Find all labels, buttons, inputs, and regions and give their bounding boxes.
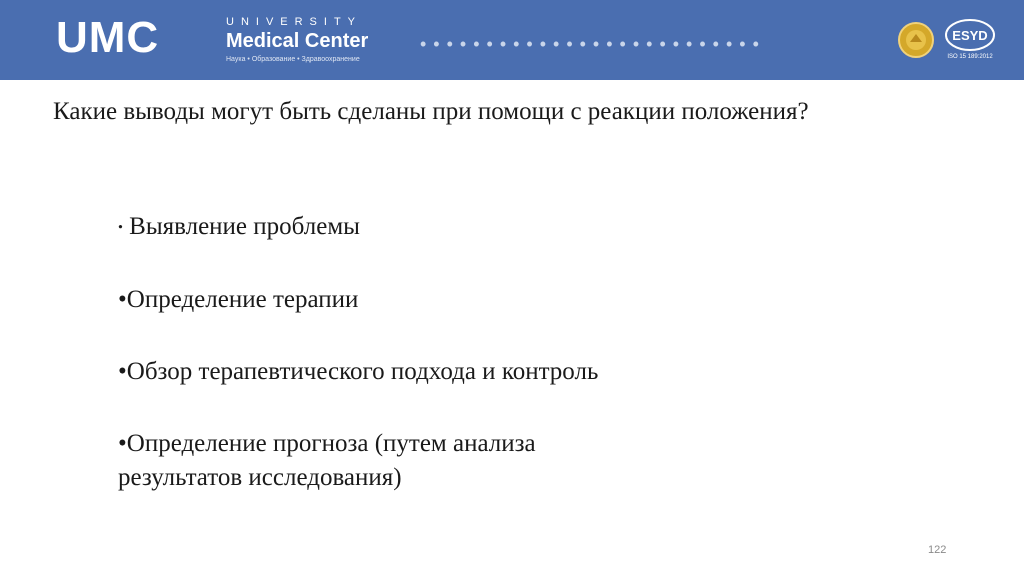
bullet-marker: •: [118, 358, 127, 386]
logo-medical-center-text: Medical Center: [226, 30, 369, 52]
bullet-text: Выявление проблемы: [122, 213, 360, 240]
svg-text:ESYD: ESYD: [952, 28, 988, 43]
bullet-marker: •: [118, 220, 123, 236]
header-dots: • • • • • • • • • • • • • • • • • • • • • • • • • •: [420, 34, 760, 54]
bullet-text: Определение терапии: [126, 286, 359, 314]
umc-logo: [56, 14, 376, 68]
iso-badge: [940, 16, 1000, 64]
bullet-item: [118, 427, 638, 495]
bullet-marker: •: [118, 430, 127, 458]
bullet-marker: •: [118, 286, 127, 314]
bullet-item: [118, 355, 718, 389]
bullet-text: Определение прогноза (путем анализа результатов исследования): [118, 430, 536, 492]
gold-seal-icon: [898, 22, 934, 58]
bullet-text: Обзор терапевтического подхода и контроль: [126, 358, 599, 386]
bullet-item: [118, 283, 718, 317]
logo-university-text: UNIVERSITY: [226, 16, 363, 28]
logo-umc-text: UMC: [56, 13, 160, 62]
logo-tagline: Наука • Образование • Здравоохранение: [226, 56, 360, 63]
bullet-list: [118, 210, 718, 533]
slide-title: Какие выводы могут быть сделаны при помощи с реакции положения?: [53, 98, 809, 125]
page-number: 122: [928, 544, 947, 556]
iso-label: ISO 15 189:2012: [947, 54, 993, 60]
bullet-item: [118, 210, 718, 245]
header-bar: [0, 0, 1024, 80]
esyd-logo-icon: [940, 16, 1000, 54]
